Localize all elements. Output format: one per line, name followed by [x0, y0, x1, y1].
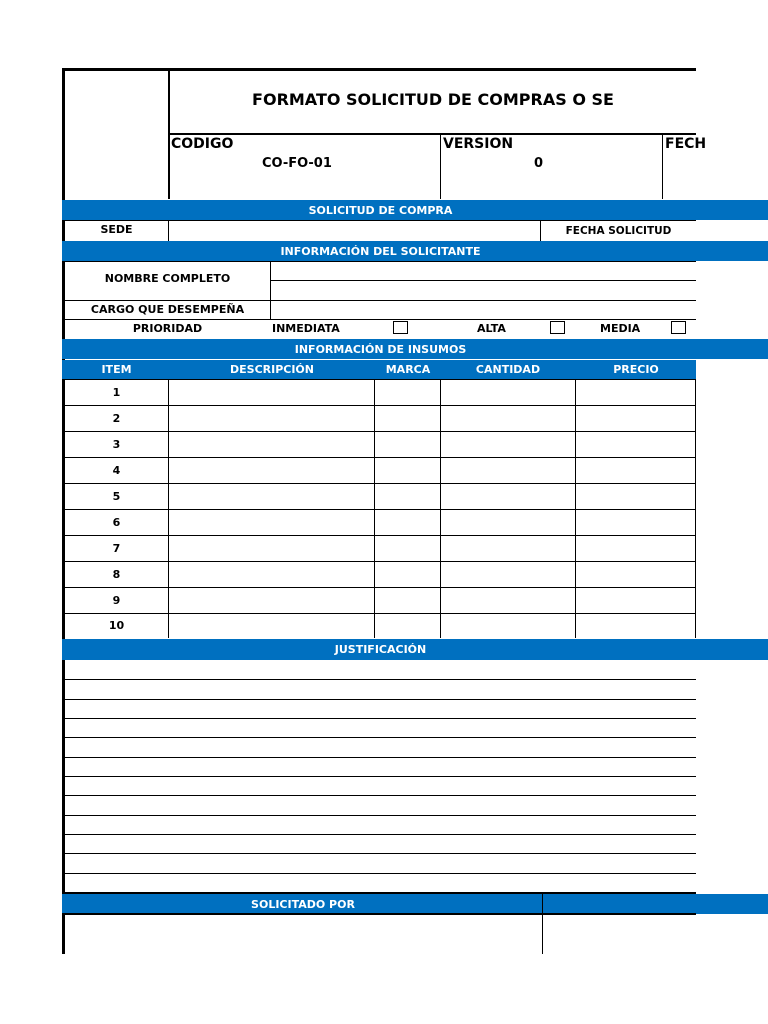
item-number: 5: [112, 490, 121, 503]
table-row: [62, 432, 696, 458]
logo-cell: [65, 71, 168, 199]
item-number: 6: [112, 516, 121, 529]
prioridad-row-top: [62, 319, 696, 320]
table-row: [62, 588, 696, 614]
justificacion-line: [62, 795, 696, 796]
solicitante-band-title: INFORMACIÓN DEL SOLICITANTE: [280, 245, 481, 258]
item-number: 8: [112, 568, 121, 581]
column-header-item: ITEM: [101, 363, 132, 376]
fecha-solicitud-label: FECHA SOLICITUD: [565, 225, 672, 237]
prioridad-option-inmediata: INMEDIATA: [272, 322, 340, 335]
table-row: [62, 562, 696, 588]
media-checkbox[interactable]: [671, 321, 686, 334]
table-row: [62, 458, 696, 484]
item-number: 4: [112, 464, 121, 477]
solicitud-band-title: SOLICITUD DE COMPRA: [308, 204, 453, 217]
form-title: FORMATO SOLICITUD DE COMPRAS O SE: [252, 90, 614, 109]
title-divider: [168, 133, 696, 135]
version-label: VERSION: [443, 136, 514, 152]
justificacion-line: [62, 815, 696, 816]
cargo-input[interactable]: [272, 301, 696, 319]
prioridad-option-alta: ALTA: [477, 322, 506, 335]
sede-input[interactable]: [170, 221, 540, 240]
item-number: 7: [112, 542, 121, 555]
nombre-label: NOMBRE COMPLETO: [104, 272, 231, 285]
item-number: 2: [112, 412, 121, 425]
item-number: 3: [112, 438, 121, 451]
fecha-label: FECH: [665, 136, 707, 152]
item-number: 9: [112, 594, 121, 607]
justificacion-line: [62, 776, 696, 777]
justificacion-line: [62, 853, 696, 854]
sede-divider: [168, 220, 169, 241]
codigo-version-divider: [440, 133, 441, 199]
solicitado-por-label: SOLICITADO POR: [251, 898, 355, 911]
table-row: [62, 484, 696, 510]
codigo-label: CODIGO: [171, 136, 234, 152]
justificacion-line: [62, 873, 696, 874]
justificacion-line: [62, 699, 696, 700]
solicitante-label-divider: [270, 261, 271, 320]
justificacion-band-title: JUSTIFICACIÓN: [334, 643, 427, 656]
column-header-descripcion: DESCRIPCIÓN: [230, 363, 314, 376]
version-fecha-divider: [662, 133, 663, 199]
justificacion-line: [62, 834, 696, 835]
sede-label: SEDE: [100, 223, 133, 236]
column-header-cantidad: CANTIDAD: [475, 363, 541, 376]
prioridad-option-media: MEDIA: [600, 322, 641, 335]
inmediata-checkbox[interactable]: [393, 321, 408, 334]
column-header-precio: PRECIO: [613, 363, 659, 376]
table-row: [62, 510, 696, 536]
footer-divider: [542, 894, 543, 954]
table-row: [62, 536, 696, 562]
cargo-label: CARGO QUE DESEMPEÑA: [90, 303, 245, 316]
nombre-input[interactable]: [272, 262, 696, 299]
solicitado-por-signature[interactable]: [65, 915, 542, 954]
version-value: 0: [534, 156, 544, 171]
alta-checkbox[interactable]: [550, 321, 565, 334]
table-row: [62, 406, 696, 432]
column-header-marca: MARCA: [385, 363, 431, 376]
justificacion-line: [62, 737, 696, 738]
prioridad-label: PRIORIDAD: [132, 322, 203, 335]
item-number: 1: [112, 386, 121, 399]
justificacion-line: [62, 757, 696, 758]
table-row: [62, 614, 696, 639]
item-number: 10: [108, 619, 125, 632]
justificacion-line: [62, 718, 696, 719]
table-row: [62, 380, 696, 406]
insumos-band-title: INFORMACIÓN DE INSUMOS: [294, 343, 467, 356]
codigo-value: CO-FO-01: [262, 156, 332, 171]
justificacion-line: [62, 679, 696, 680]
